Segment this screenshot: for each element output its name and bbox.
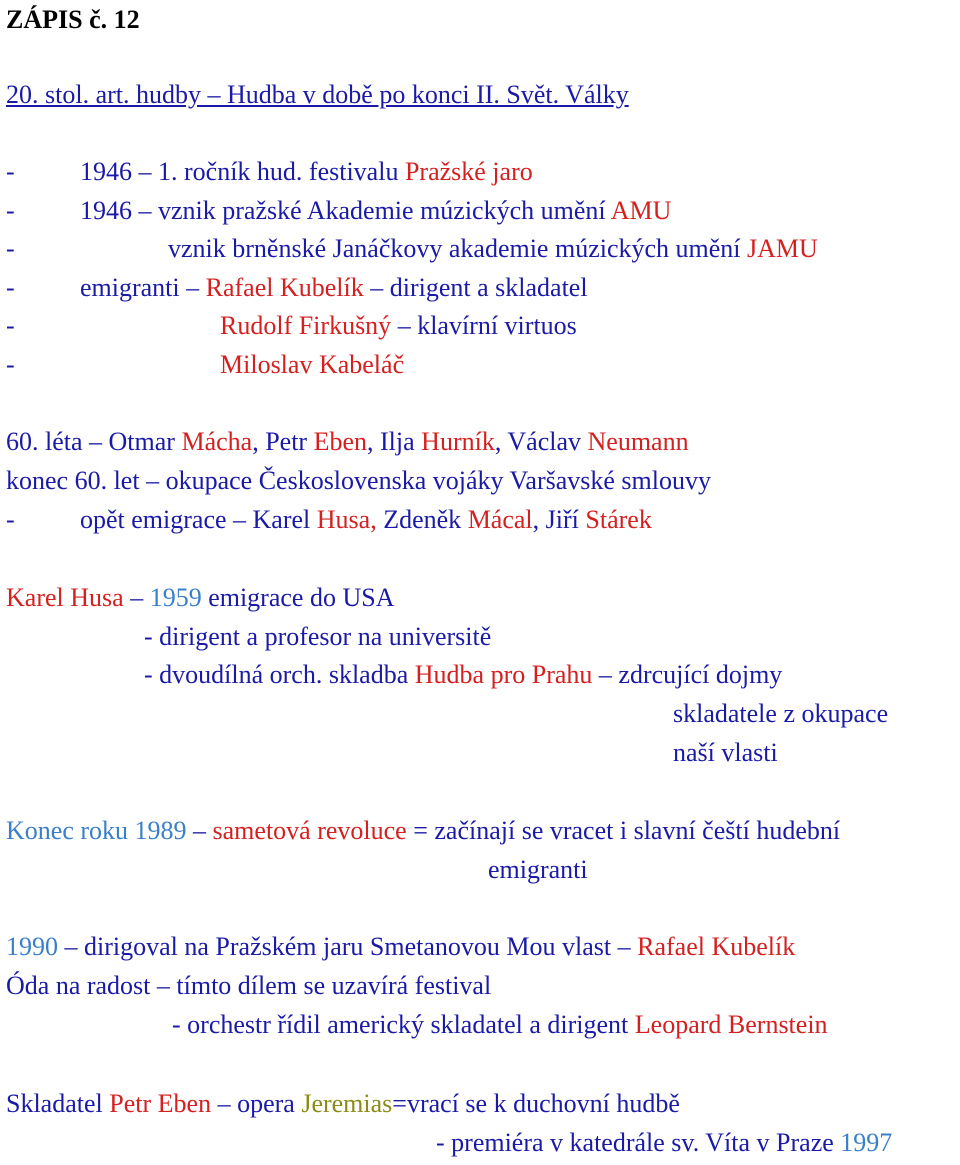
work-title: Hudba pro Prahu xyxy=(414,660,593,689)
occupation-line: konec 60. let – okupace Československa vojáky Varšavské smlouvy xyxy=(6,466,711,495)
school-acronym: AMU xyxy=(610,196,672,225)
work-title: Jeremias xyxy=(301,1089,393,1118)
revolution-line-cont: emigranti xyxy=(488,855,588,884)
husa-detail: naší vlasti xyxy=(673,738,778,767)
year: 1997 xyxy=(840,1128,893,1157)
person-name: Mácha xyxy=(181,427,253,456)
text-run: - orchestr řídil americký skladatel a dirigent xyxy=(172,1010,635,1039)
emigration-line xyxy=(6,505,652,535)
text-run: , Jiří xyxy=(532,505,586,534)
date-text: Konec roku 1989 xyxy=(6,816,187,845)
text-run: , Ilja xyxy=(367,427,422,456)
text-run: - premiéra v katedrále sv. Víta v Praze xyxy=(436,1128,841,1157)
bullet-dash: - xyxy=(6,505,15,534)
premiere-line xyxy=(436,1128,892,1158)
person-name: Rudolf Firkušný xyxy=(220,311,392,340)
list-item xyxy=(6,196,671,226)
husa-line xyxy=(6,583,394,613)
text-run: = začínají se vracet i slavní čeští hudební xyxy=(406,816,841,845)
person-name: Mácal xyxy=(467,505,533,534)
bernstein-line xyxy=(172,1010,828,1040)
text-run: - dvoudílná orch. skladba xyxy=(144,660,415,689)
text-run: 60. léta – Otmar xyxy=(6,427,182,456)
list-item xyxy=(6,350,404,380)
revolution-line xyxy=(6,816,840,846)
list-item-text: emigranti – xyxy=(80,273,206,302)
school-acronym: JAMU xyxy=(747,234,818,263)
list-item xyxy=(6,311,577,341)
list-item-text: 1946 – vznik pražské Akademie múzických umění xyxy=(80,196,611,225)
text-run: , Petr xyxy=(252,427,314,456)
text-run: – xyxy=(123,583,150,612)
person-name: Petr Eben xyxy=(109,1089,212,1118)
bullet-dash: - xyxy=(6,273,15,302)
bullet-dash: - xyxy=(6,350,15,379)
text-run: , Václav xyxy=(494,427,588,456)
eben-line xyxy=(6,1089,680,1119)
list-item xyxy=(6,234,818,264)
text-run: – opera xyxy=(211,1089,302,1118)
list-item xyxy=(6,157,533,187)
section-heading: 20. stol. art. hudby – Hudba v době po konci II. Svět. Války xyxy=(6,80,629,109)
bullet-dash: - xyxy=(6,234,15,263)
ode-line: Óda na radost – tímto dílem se uzavírá festival xyxy=(6,971,492,1000)
list-item-text: 1946 – 1. ročník hud. festivalu xyxy=(80,157,405,186)
list-item-text: vznik brněnské Janáčkovy akademie múzických umění xyxy=(168,234,748,263)
bullet-dash: - xyxy=(6,196,15,225)
list-item xyxy=(6,273,588,303)
list-item-text: – dirigent a skladatel xyxy=(363,273,588,302)
person-name: Miloslav Kabeláč xyxy=(220,350,405,379)
husa-detail xyxy=(144,660,782,690)
bullet-dash: - xyxy=(6,157,15,186)
person-name: Hurník xyxy=(421,427,495,456)
list-item-text: – klavírní virtuos xyxy=(391,311,577,340)
person-name: Rafael Kubelík xyxy=(205,273,364,302)
husa-detail: - dirigent a profesor na universitě xyxy=(144,622,492,651)
person-name: Karel Husa xyxy=(6,583,124,612)
person-name: Husa, xyxy=(316,505,377,534)
person-name: Eben xyxy=(313,427,368,456)
sixties-composers xyxy=(6,427,689,457)
person-name: Stárek xyxy=(585,505,652,534)
text-run: – xyxy=(186,816,213,845)
person-name: Rafael Kubelík xyxy=(637,932,796,961)
year: 1990 xyxy=(6,932,58,961)
text-run: – zdrcující dojmy xyxy=(592,660,783,689)
text-run: =vrací se k duchovní hudbě xyxy=(392,1089,680,1118)
person-name: Neumann xyxy=(587,427,689,456)
year: 1959 xyxy=(149,583,202,612)
bullet-dash: - xyxy=(6,311,15,340)
text-run: – dirigoval na Pražském jaru Smetanovou Mou vlast – xyxy=(58,932,638,961)
text-run: Zdeněk xyxy=(376,505,468,534)
festival-name: Pražské jaro xyxy=(404,157,533,186)
husa-detail: skladatele z okupace xyxy=(673,699,889,728)
text-run: opět emigrace – Karel xyxy=(80,505,317,534)
event-name: sametová revoluce xyxy=(212,816,407,845)
text-run: emigrace do USA xyxy=(201,583,395,612)
page-title: ZÁPIS č. 12 xyxy=(6,5,140,34)
ninety-line xyxy=(6,932,795,962)
text-run: Skladatel xyxy=(6,1089,110,1118)
person-name: Leopard Bernstein xyxy=(634,1010,828,1039)
